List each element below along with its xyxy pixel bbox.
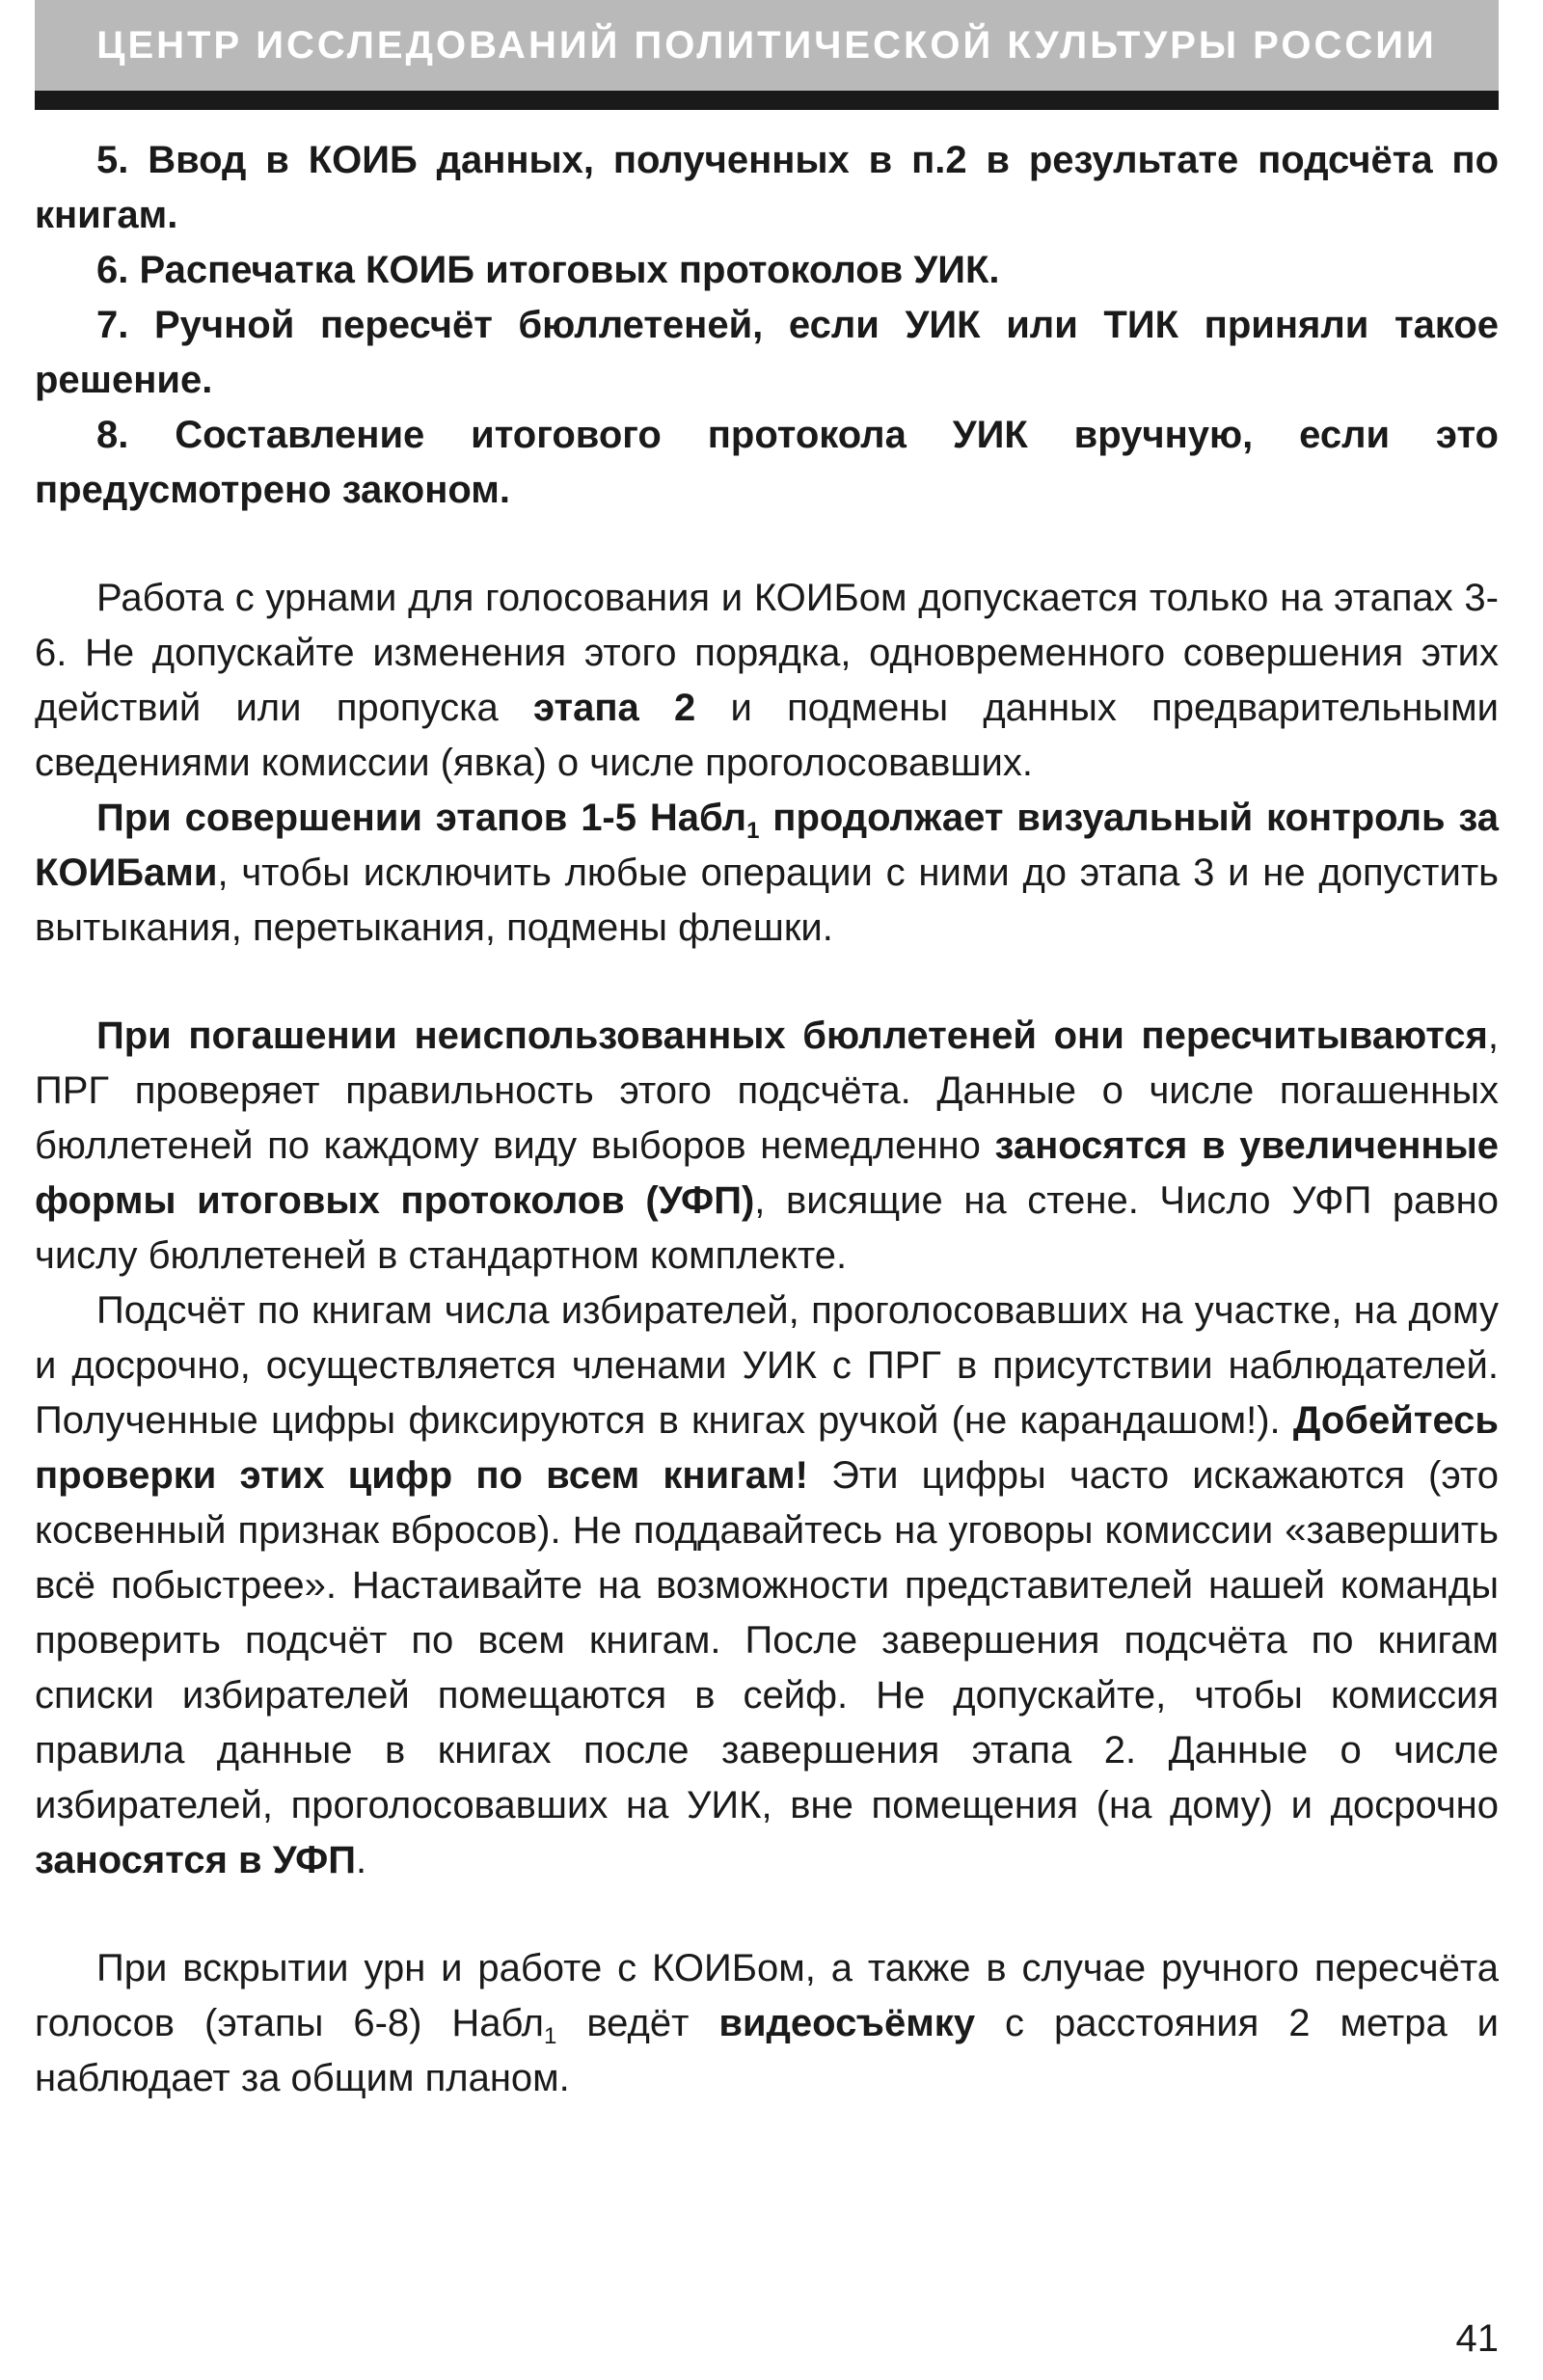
paragraph-video-text-d: с расстояния 2 метра и наблюдает за общим планом. xyxy=(35,2002,1499,2099)
page-content xyxy=(35,133,1499,2106)
header-title: ЦЕНТР ИССЛЕДОВАНИЙ ПОЛИТИЧЕСКОЙ КУЛЬТУРЫ РОССИИ xyxy=(96,23,1437,67)
paragraph-koib-text: , чтобы исключить любые операции с ними до этапа 3 и не допустить вытыкания, перетыкания, подмены флешки. xyxy=(35,852,1499,949)
paragraph-video-text-a: При вскрытии урн и работе с КОИБом, а также в случае ручного пересчёта голосов (этапы 6-8) Набл xyxy=(35,1947,1499,2044)
step-7-text: 7. Ручной пересчёт бюллетеней, если УИК или ТИК приняли такое решение. xyxy=(35,304,1499,401)
paragraph-koib-control xyxy=(35,791,1499,956)
page-number: 41 xyxy=(1455,2317,1499,2360)
paragraph-koib-bold-b: продолжает визуальный контроль за КОИБами xyxy=(35,797,1499,894)
observer-subscript: 1 xyxy=(746,818,760,844)
paragraph-cancellation-text-d: , висящие на стене. Число УФП равно числу бюллетеней в стандартном комплекте. xyxy=(35,1179,1499,1277)
paragraph-video xyxy=(35,1941,1499,2106)
paragraph-urns-bold: этапа 2 xyxy=(532,687,696,729)
header-rule xyxy=(35,91,1499,110)
step-6-text: 6. Распечатка КОИБ итоговых протоколов УИК. xyxy=(96,249,1000,291)
paragraph-cancellation-bold-a: При погашении неиспользованных бюллетеней они пересчитываются xyxy=(96,1014,1488,1057)
paragraph-koib-bold-a: При совершении этапов 1-5 Набл xyxy=(96,797,747,839)
step-5-text: 5. Ввод в КОИБ данных, полученных в п.2 в результате подсчёта по книгам. xyxy=(35,139,1499,236)
page-header xyxy=(35,0,1499,91)
paragraph-urns-text-a: Работа с урнами для голосования и КОИБом допускается только на этапах 3-6. Не допускайте изменения этого порядка, одновременного совершения этих действий или пропуска xyxy=(35,577,1499,729)
step-8 xyxy=(35,408,1499,518)
paragraph-books-text-e: . xyxy=(355,1839,367,1881)
paragraph-video-text-b: ведёт xyxy=(556,2002,719,2044)
paragraph-cancellation xyxy=(35,1009,1499,1284)
step-7 xyxy=(35,298,1499,408)
paragraph-urns-text-c: и подмены данных предварительными сведениями комиссии (явка) о числе проголосовавших. xyxy=(35,687,1500,784)
paragraph-books-text-c: Эти цифры часто искажаются (это косвенный признак вбросов). Не поддавайтесь на уговоры комиссии «завершить всё побыстрее». Настаивайте на возможности представителей нашей команды проверить подсчёт по всем книгам. После завершения подсчёта по книгам списки избирателей помещаются в сейф. Не допускайте, чтобы комиссия правила данные в книгах после завершения этапа 2. Данные о числе избирателей, проголосовавших на УИК, вне помещения (на дому) и досрочно xyxy=(35,1454,1500,1826)
step-8-text: 8. Составление итогового протокола УИК вручную, если это предусмотрено законом. xyxy=(35,414,1499,511)
paragraph-urns xyxy=(35,571,1499,791)
step-5 xyxy=(35,133,1499,243)
paragraph-video-bold-c: видеосъёмку xyxy=(718,2002,976,2044)
paragraph-books-count xyxy=(35,1284,1499,1888)
paragraph-books-bold-b: Добейтесь проверки этих цифр по всем книгам! xyxy=(35,1399,1499,1497)
paragraph-cancellation-bold-c: заносятся в увеличенные формы итоговых протоколов (УФП) xyxy=(35,1124,1499,1222)
step-6 xyxy=(35,243,1499,298)
paragraph-cancellation-text-b: , ПРГ проверяет правильность этого подсчёта. Данные о числе погашенных бюллетеней по каждому виду выборов немедленно xyxy=(35,1014,1499,1167)
paragraph-books-text-a: Подсчёт по книгам числа избирателей, проголосовавших на участке, на дому и досрочно, осуществляется членами УИК с ПРГ в присутствии наблюдателей. Полученные цифры фиксируются в книгах ручкой (не карандашом!). xyxy=(35,1289,1499,1442)
observer-subscript-2: 1 xyxy=(544,2023,557,2049)
paragraph-books-bold-d: заносятся в УФП xyxy=(35,1839,356,1881)
